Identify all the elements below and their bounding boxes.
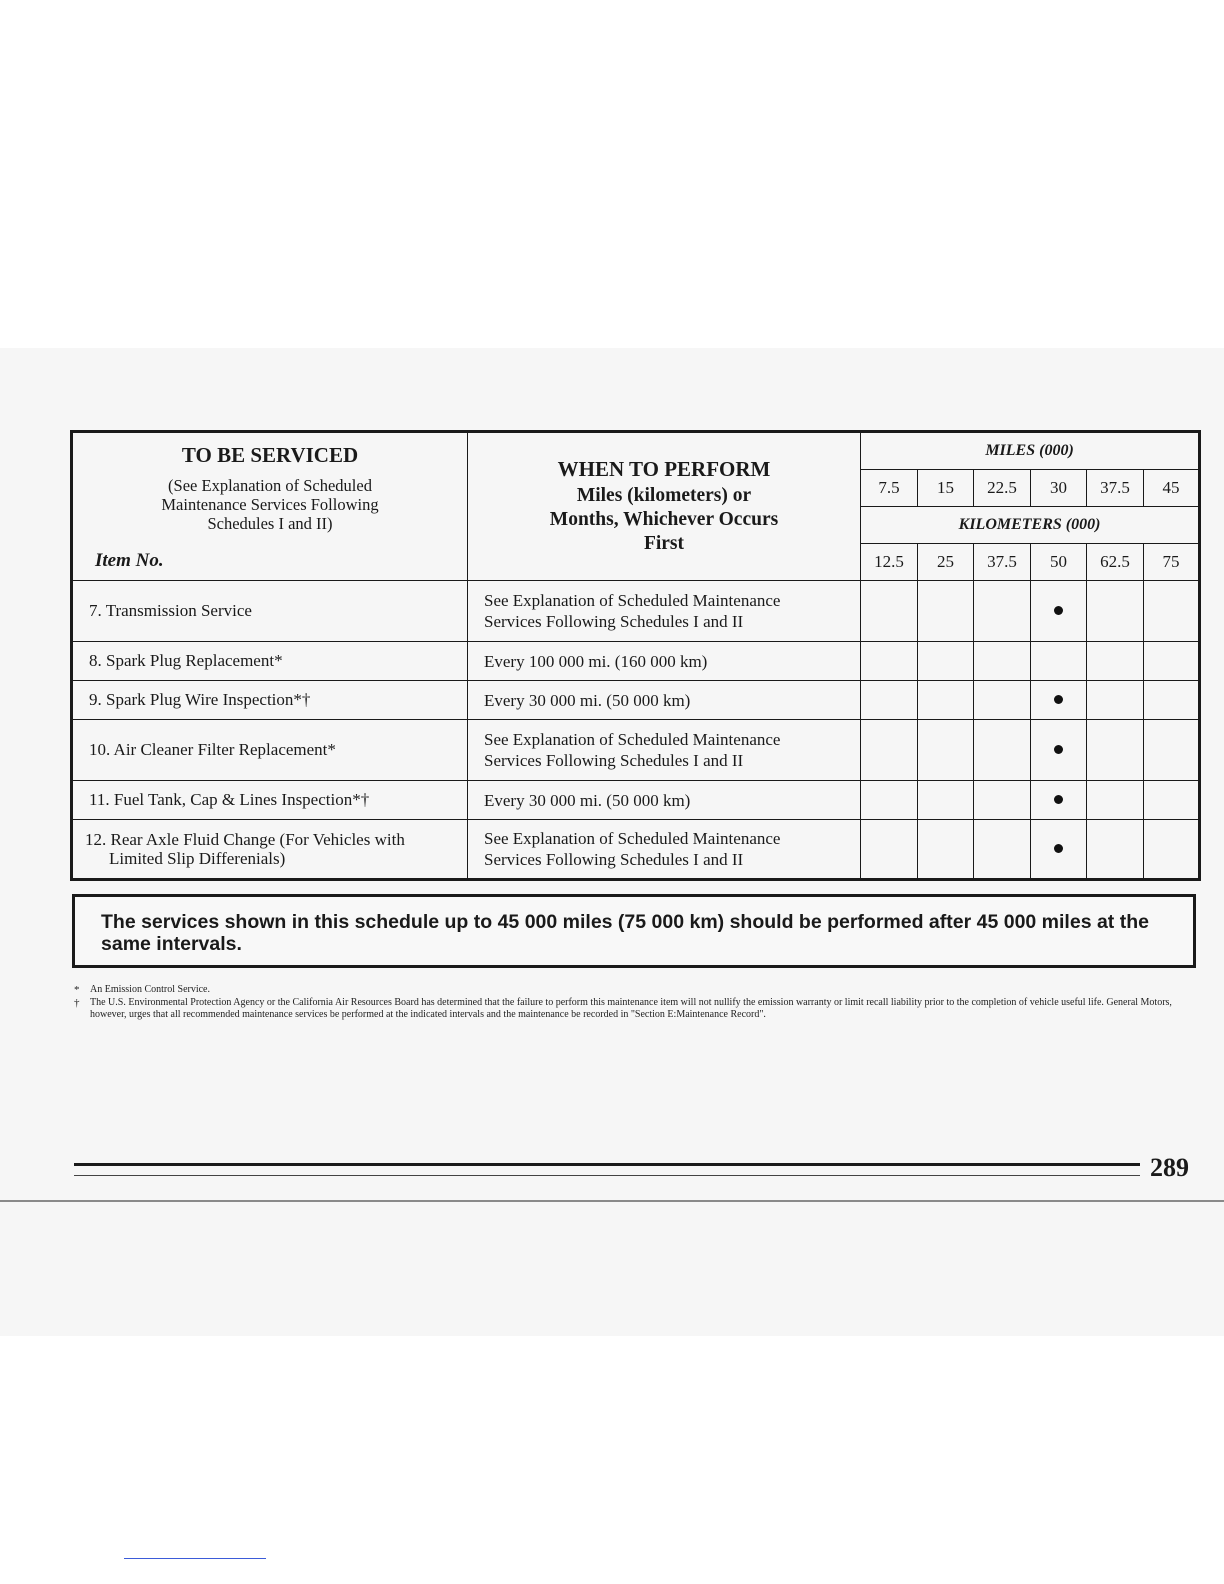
service-item-line: Limited Slip Differenials) bbox=[109, 849, 286, 868]
interval-cell bbox=[974, 681, 1031, 720]
interval-cell bbox=[974, 820, 1031, 880]
interval-cell bbox=[1087, 581, 1144, 642]
interval-cell bbox=[1031, 642, 1087, 681]
interval-cell bbox=[918, 581, 974, 642]
interval-cell bbox=[1031, 720, 1087, 781]
kilometers-value: 25 bbox=[918, 544, 974, 581]
service-item: 8. Spark Plug Replacement* bbox=[72, 642, 468, 681]
miles-value: 15 bbox=[918, 470, 974, 507]
interval-cell bbox=[918, 681, 974, 720]
interval-cell bbox=[974, 720, 1031, 781]
service-item-line: 12. Rear Axle Fluid Change (For Vehicles with bbox=[85, 830, 405, 849]
table-row bbox=[72, 720, 1200, 781]
kilometers-label: KILOMETERS (000) bbox=[861, 507, 1200, 544]
interval-cell bbox=[861, 681, 918, 720]
interval-cell bbox=[1031, 820, 1087, 880]
kilometers-value: 75 bbox=[1144, 544, 1200, 581]
service-dot bbox=[1054, 695, 1063, 704]
to-be-serviced-header bbox=[72, 432, 468, 581]
interval-cell bbox=[1031, 581, 1087, 642]
emission-footnote-text: An Emission Control Service. bbox=[90, 984, 210, 995]
interval-cell bbox=[861, 781, 918, 820]
service-dot bbox=[1054, 844, 1063, 853]
when-line: Services Following Schedules I and II bbox=[484, 751, 744, 770]
kilometers-value: 50 bbox=[1031, 544, 1087, 581]
kilometers-value: 62.5 bbox=[1087, 544, 1144, 581]
interval-cell bbox=[1144, 720, 1200, 781]
miles-value: 7.5 bbox=[861, 470, 918, 507]
miles-label: MILES (000) bbox=[861, 432, 1200, 470]
footer-rule-thin bbox=[74, 1175, 1140, 1176]
to-be-serviced-explanation: (See Explanation of Scheduled Maintenance Services Following Schedules I and II) bbox=[161, 476, 379, 533]
miles-value: 22.5 bbox=[974, 470, 1031, 507]
epa-footnote-text: The U.S. Environmental Protection Agency or the California Air Resources Board has determined that the failure to perform this maintenance item will not nullify the emission warranty or limit recall liability prior to the completion of vehicle useful life. General Motors, however, urges that all recommended maintenance services be performed at the indicated intervals and the maintenance be recorded in "Section E:Maintenance Record". bbox=[90, 996, 1172, 1020]
table-row bbox=[72, 781, 1200, 820]
when-to-perform-header bbox=[468, 432, 861, 581]
when-to-perform bbox=[468, 720, 861, 781]
interval-cell bbox=[1144, 581, 1200, 642]
emission-footnote bbox=[74, 984, 1196, 997]
interval-cell bbox=[1087, 720, 1144, 781]
interval-cell bbox=[918, 720, 974, 781]
table-row bbox=[72, 681, 1200, 720]
service-item: 7. Transmission Service bbox=[72, 581, 468, 642]
interval-cell bbox=[1087, 781, 1144, 820]
table-row bbox=[72, 820, 1200, 880]
when-to-perform-title: WHEN TO PERFORM bbox=[557, 457, 771, 481]
when-line: See Explanation of Scheduled Maintenance bbox=[484, 591, 781, 610]
interval-cell bbox=[1144, 781, 1200, 820]
interval-cell bbox=[861, 820, 918, 880]
table-row bbox=[72, 642, 1200, 681]
interval-cell bbox=[918, 781, 974, 820]
when-line: Services Following Schedules I and II bbox=[484, 850, 744, 869]
interval-cell bbox=[1144, 820, 1200, 880]
kilometers-value: 37.5 bbox=[974, 544, 1031, 581]
interval-cell bbox=[1144, 642, 1200, 681]
dagger-mark: † bbox=[74, 996, 80, 1009]
interval-cell bbox=[974, 781, 1031, 820]
interval-cell bbox=[1031, 681, 1087, 720]
link-underline bbox=[124, 1558, 266, 1559]
interval-cell bbox=[1087, 820, 1144, 880]
miles-value: 30 bbox=[1031, 470, 1087, 507]
to-be-serviced-title: TO BE SERVICED bbox=[181, 443, 359, 467]
interval-cell bbox=[1087, 642, 1144, 681]
interval-cell bbox=[861, 642, 918, 681]
repeat-interval-notice: The services shown in this schedule up to 45 000 miles (75 000 km) should be performed after 45 000 miles at the same intervals. bbox=[72, 894, 1196, 968]
interval-cell bbox=[861, 581, 918, 642]
service-dot bbox=[1054, 606, 1063, 615]
service-item: 11. Fuel Tank, Cap & Lines Inspection*† bbox=[72, 781, 468, 820]
maintenance-schedule-table bbox=[70, 430, 1201, 881]
kilometers-value: 12.5 bbox=[861, 544, 918, 581]
when-line: Services Following Schedules I and II bbox=[484, 612, 744, 631]
page-number: 289 bbox=[1150, 1153, 1189, 1182]
miles-value: 45 bbox=[1144, 470, 1200, 507]
interval-cell bbox=[974, 642, 1031, 681]
asterisk-mark: * bbox=[74, 984, 80, 996]
interval-cell bbox=[1031, 781, 1087, 820]
when-to-perform: Every 30 000 mi. (50 000 km) bbox=[468, 781, 861, 820]
when-to-perform: Every 30 000 mi. (50 000 km) bbox=[468, 681, 861, 720]
when-line: See Explanation of Scheduled Maintenance bbox=[484, 730, 781, 749]
interval-cell bbox=[1087, 681, 1144, 720]
page-edge-line bbox=[0, 1200, 1224, 1202]
when-to-perform bbox=[468, 581, 861, 642]
miles-value: 37.5 bbox=[1087, 470, 1144, 507]
when-to-perform bbox=[468, 820, 861, 880]
footer-rule bbox=[74, 1163, 1140, 1166]
interval-cell bbox=[918, 642, 974, 681]
table-row bbox=[72, 581, 1200, 642]
footnotes bbox=[74, 984, 1196, 1022]
service-dot bbox=[1054, 795, 1063, 804]
interval-cell bbox=[861, 720, 918, 781]
interval-cell bbox=[1144, 681, 1200, 720]
epa-footnote bbox=[74, 997, 1196, 1022]
interval-cell bbox=[918, 820, 974, 880]
service-dot bbox=[1054, 745, 1063, 754]
service-item: 10. Air Cleaner Filter Replacement* bbox=[72, 720, 468, 781]
when-to-perform-subtitle: Miles (kilometers) or Months, Whichever Occurs First bbox=[549, 485, 779, 554]
service-item bbox=[72, 820, 468, 880]
item-no-label: Item No. bbox=[95, 550, 164, 571]
service-item: 9. Spark Plug Wire Inspection*† bbox=[72, 681, 468, 720]
when-line: See Explanation of Scheduled Maintenance bbox=[484, 829, 781, 848]
interval-cell bbox=[974, 581, 1031, 642]
when-to-perform: Every 100 000 mi. (160 000 km) bbox=[468, 642, 861, 681]
